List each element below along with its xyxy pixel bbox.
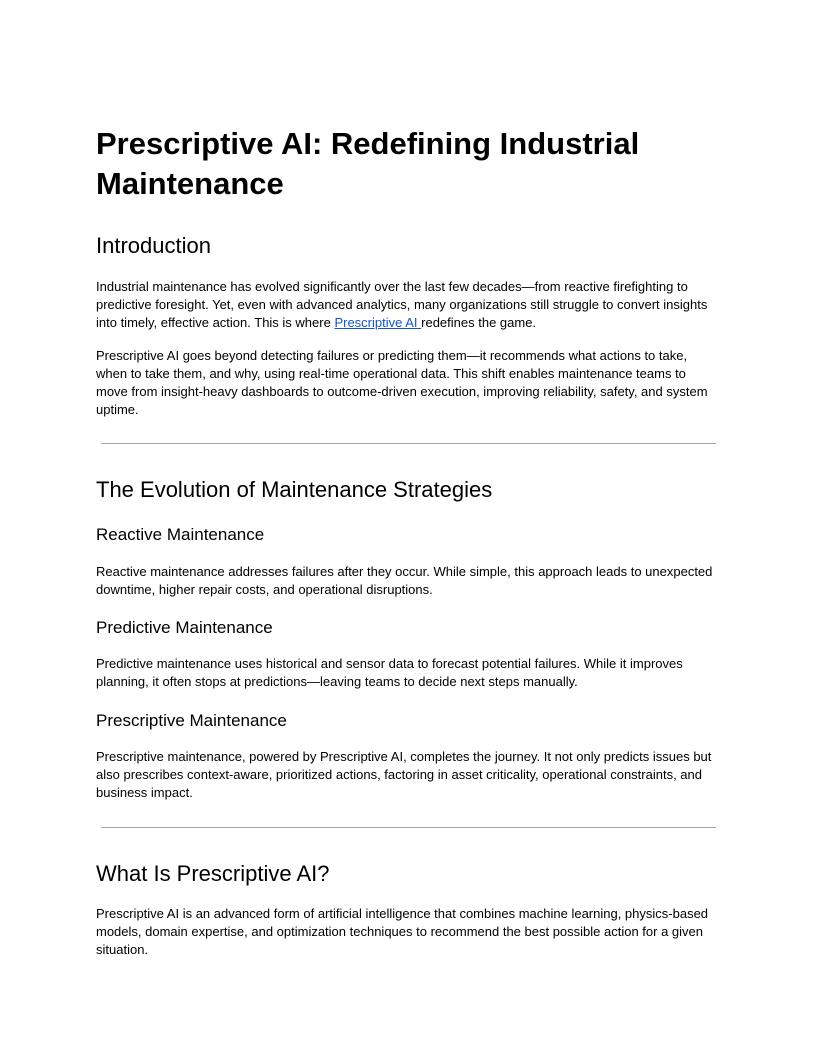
introduction-paragraph-1-end: redefines the game. — [421, 315, 537, 330]
reactive-maintenance-paragraph: Reactive maintenance addresses failures after they occur. While simple, this approach leads to unexpected downtime, higher repair costs, and operational disruptions. — [96, 564, 713, 597]
prescriptive-ai-link[interactable]: Prescriptive AI — [334, 315, 422, 330]
section-divider — [101, 443, 716, 444]
introduction-paragraph-2: Prescriptive AI goes beyond detecting failures or predicting them—it recommends what actions to take, when to take them, and why, using real-time operational data. This shift enables maintenance teams to move from insight-heavy dashboards to outcome-driven execution, improving reliability, safety, and system uptime. — [96, 348, 708, 417]
document-title: Prescriptive AI: Redefining Industrial Maintenance — [96, 126, 640, 201]
introduction-paragraph-1-text: Industrial maintenance has evolved significantly over the last few decades—from reactive firefighting to predictive foresight. Yet, even with advanced analytics, many organizations still struggle to convert insights into timely, effective action. This is where — [96, 279, 708, 330]
evolution-heading: The Evolution of Maintenance Strategies — [96, 477, 493, 502]
section-divider — [101, 827, 716, 828]
predictive-maintenance-heading: Predictive Maintenance — [96, 618, 273, 637]
what-is-heading: What Is Prescriptive AI? — [96, 861, 330, 886]
what-is-paragraph: Prescriptive AI is an advanced form of artificial intelligence that combines machine learning, physics-based models, domain expertise, and optimization techniques to recommend the best possible action for a given situation. — [96, 906, 709, 957]
introduction-paragraph-1 — [96, 278, 720, 332]
prescriptive-maintenance-heading: Prescriptive Maintenance — [96, 711, 287, 730]
prescriptive-maintenance-paragraph: Prescriptive maintenance, powered by Prescriptive AI, completes the journey. It not only predicts issues but also prescribes context-aware, prioritized actions, factoring in asset criticality, operational constraints, and business impact. — [96, 749, 712, 800]
predictive-maintenance-paragraph: Predictive maintenance uses historical and sensor data to forecast potential failures. While it improves planning, it often stops at predictions—leaving teams to decide next steps manually. — [96, 656, 683, 689]
introduction-heading: Introduction — [96, 233, 211, 258]
reactive-maintenance-heading: Reactive Maintenance — [96, 525, 265, 544]
